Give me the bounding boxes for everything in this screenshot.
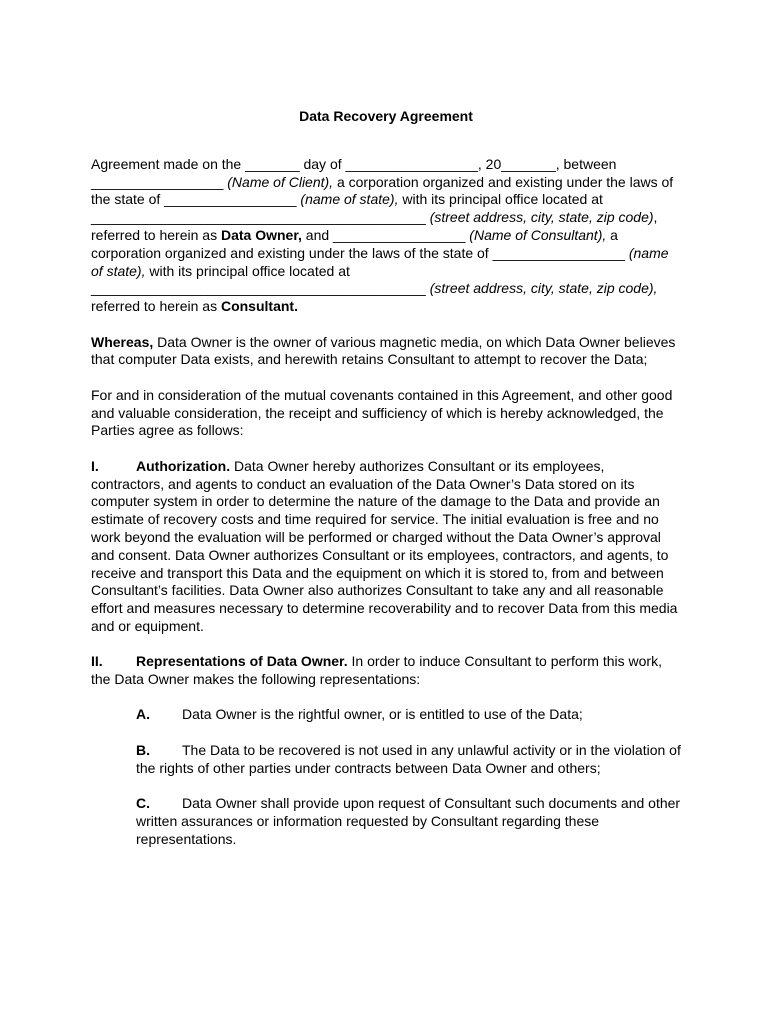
section-number: II.: [91, 653, 103, 670]
section-heading: Authorization.: [136, 457, 231, 474]
section-authorization: [91, 458, 681, 636]
document-title: Data Recovery Agreement: [299, 108, 473, 124]
whereas-text: Data Owner is the owner of various magnetic media, on which Data Owner believes that computer Data exists, and herewith retains Consultant to attempt to recover the Data;: [91, 333, 676, 368]
consultant-name-placeholder: (Name of Consultant),: [469, 226, 607, 243]
consultant-address-placeholder: (street address, city, state, zip code),: [429, 280, 658, 297]
consultant-term: Consultant.: [220, 298, 298, 315]
client-address-placeholder: (street address, city, state, zip code): [429, 209, 654, 226]
representation-text: Data Owner is the rightful owner, or is entitled to use of the Data;: [182, 706, 583, 723]
representation-number: A.: [136, 706, 150, 723]
representation-item: [136, 742, 681, 778]
data-owner-term: Data Owner,: [220, 226, 302, 243]
whereas-label: Whereas,: [91, 333, 154, 350]
intro-text: and _________________: [301, 226, 470, 243]
intro-text: a corporation organized and existing under the laws of the state of _________________: [91, 173, 674, 208]
section-text: In order to induce Consultant to perform this work, the Data Owner makes the following representations:: [91, 653, 662, 688]
consultant-state-placeholder: (name of state),: [91, 244, 669, 279]
intro-paragraph: [91, 156, 681, 316]
client-state-placeholder: (name of state),: [300, 191, 399, 208]
document-page: [91, 108, 681, 866]
intro-text: Agreement made on the _______ day of _________________, 20_______, between _________________: [91, 155, 617, 190]
section-number: I.: [91, 457, 99, 474]
whereas-paragraph: [91, 334, 681, 370]
representation-text: The Data to be recovered is not used in any unlawful activity or in the violation of the rights of other parties under contracts between Data Owner and others;: [136, 741, 681, 776]
intro-text: , referred to herein as: [91, 209, 658, 243]
representation-item: [136, 795, 681, 848]
intro-text: with its principal office located at ___________________________________________: [91, 262, 430, 297]
representation-item: [136, 706, 681, 724]
section-text: Data Owner hereby authorizes Consultant or its employees, contractors, and agents to conduct an evaluation of the Data Owner’s Data stored on its computer system in order to determine the nature of the damage to the Data and provide an estimate of recovery costs and time required for service. The initial evaluation is free and no work beyond the evaluation will be performed or charged without the Data Owner’s approval and consent. Data Owner authorizes Consultant or its employees, contractors, and agents, to receive and transport this Data and the equipment on which it is stored to, from and between Consultant’s facilities. Data Owner also authorizes Consultant to take any and all reasonable effort and measures necessary to determine recoverability and to recover Data from this media and or equipment.: [91, 457, 678, 634]
consideration-paragraph: For and in consideration of the mutual covenants contained in this Agreement, and other good and valuable consideration, the receipt and sufficiency of which is hereby acknowledged, the Parties agree as follows:: [91, 386, 673, 439]
section-heading: Representations of Data Owner.: [136, 653, 348, 670]
representation-text: Data Owner shall provide upon request of Consultant such documents and other written assurances or information requested by Consultant regarding these representations.: [136, 795, 681, 847]
intro-text: referred to herein as: [91, 298, 221, 315]
intro-text: a corporation organized and existing under the laws of the state of _________________: [91, 226, 629, 261]
representation-number: B.: [136, 741, 150, 758]
intro-text: with its principal office located at ___________________________________________: [91, 191, 603, 226]
client-name-placeholder: (Name of Client),: [227, 173, 334, 190]
representation-number: C.: [136, 795, 150, 812]
section-representations: [91, 653, 681, 689]
